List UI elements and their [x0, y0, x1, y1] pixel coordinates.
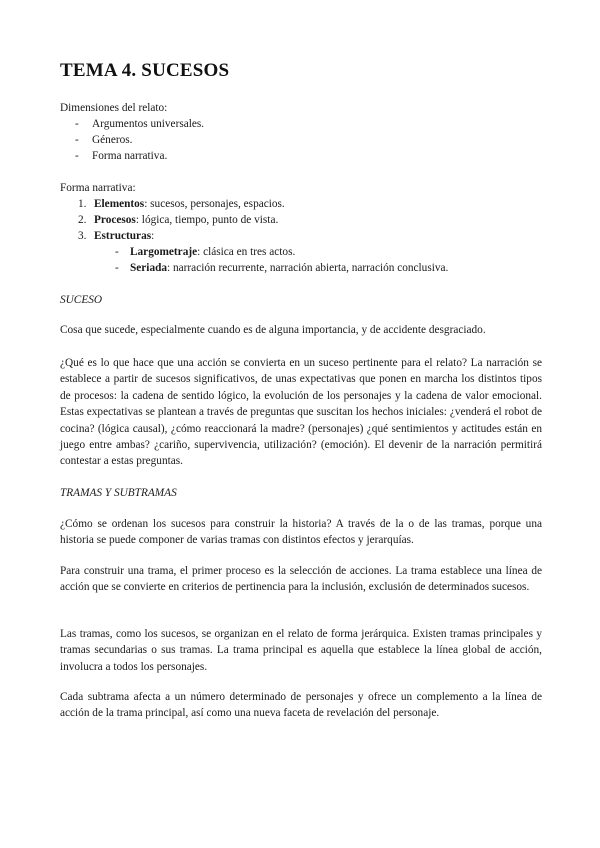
suceso-paragraph: ¿Qué es lo que hace que una acción se convierta en un suceso pertinente para el relato? La narración se establece a partir de sucesos significativos, de unas expectativas que ponen en marcha los distintos tipos de procesos: la cadena de sentido lógico, la evolución de los personajes y la cadena de valor emocional. Estas expectativas se plantean a través de preguntas que suscitan los hechos iniciales: ¿venderá el robot de cocina? (lógica causal), ¿cómo reaccionará la madre? (personajes) ¿qué sentimientos y actitudes están en juego entre ambas? ¿cariño, supervivencia, utilización? (emoción). El devenir de la narración permitirá contestar a estas preguntas. [60, 357, 542, 468]
list-item: - Forma narrativa. [75, 150, 168, 162]
list-item: - Argumentos universales. [75, 118, 205, 130]
list-item: - Seriada: narración recurrente, narración abierta, narración conclusiva. [115, 262, 449, 274]
forma-heading: Forma narrativa: [60, 182, 136, 194]
suceso-definition: Cosa que sucede, especialmente cuando es de alguna importancia, y de accidente desgraciado. [60, 324, 486, 336]
dimensiones-heading: Dimensiones del relato: [60, 102, 168, 114]
list-item: 1. Elementos: sucesos, personajes, espacios. [78, 198, 285, 210]
tramas-paragraph-1: ¿Cómo se ordenan los sucesos para construir la historia? A través de la o de las tramas, porque una historia se puede componer de varias tramas con distintos efectos y jerarquías. [60, 518, 542, 547]
section-heading-suceso: SUCESO [60, 294, 103, 306]
list-item: - Géneros. [75, 134, 133, 146]
tramas-paragraph-4: Cada subtrama afecta a un número determinado de personajes y ofrece un complemento a la línea de acción de la trama principal, así como una nueva faceta de revelación del personaje. [60, 691, 542, 720]
tramas-paragraph-3: Las tramas, como los sucesos, se organizan en el relato de forma jerárquica. Existen tramas principales y tramas secundarias o sus tramas. La trama principal es aquella que establece la línea global de acción, involucra a todos los personajes. [60, 628, 542, 673]
section-heading-tramas: TRAMAS Y SUBTRAMAS [60, 487, 177, 499]
list-item: 2. Procesos: lógica, tiempo, punto de vista. [78, 214, 279, 226]
tramas-paragraph-2: Para construir una trama, el primer proceso es la selección de acciones. La trama establece una línea de acción que se convierte en criterios de pertinencia para la inclusión, exclusión de determinados sucesos. [60, 565, 542, 594]
list-item: - Largometraje: clásica en tres actos. [115, 246, 296, 258]
list-item: 3. Estructuras: [78, 230, 155, 242]
page-title: TEMA 4. SUCESOS [60, 60, 230, 81]
